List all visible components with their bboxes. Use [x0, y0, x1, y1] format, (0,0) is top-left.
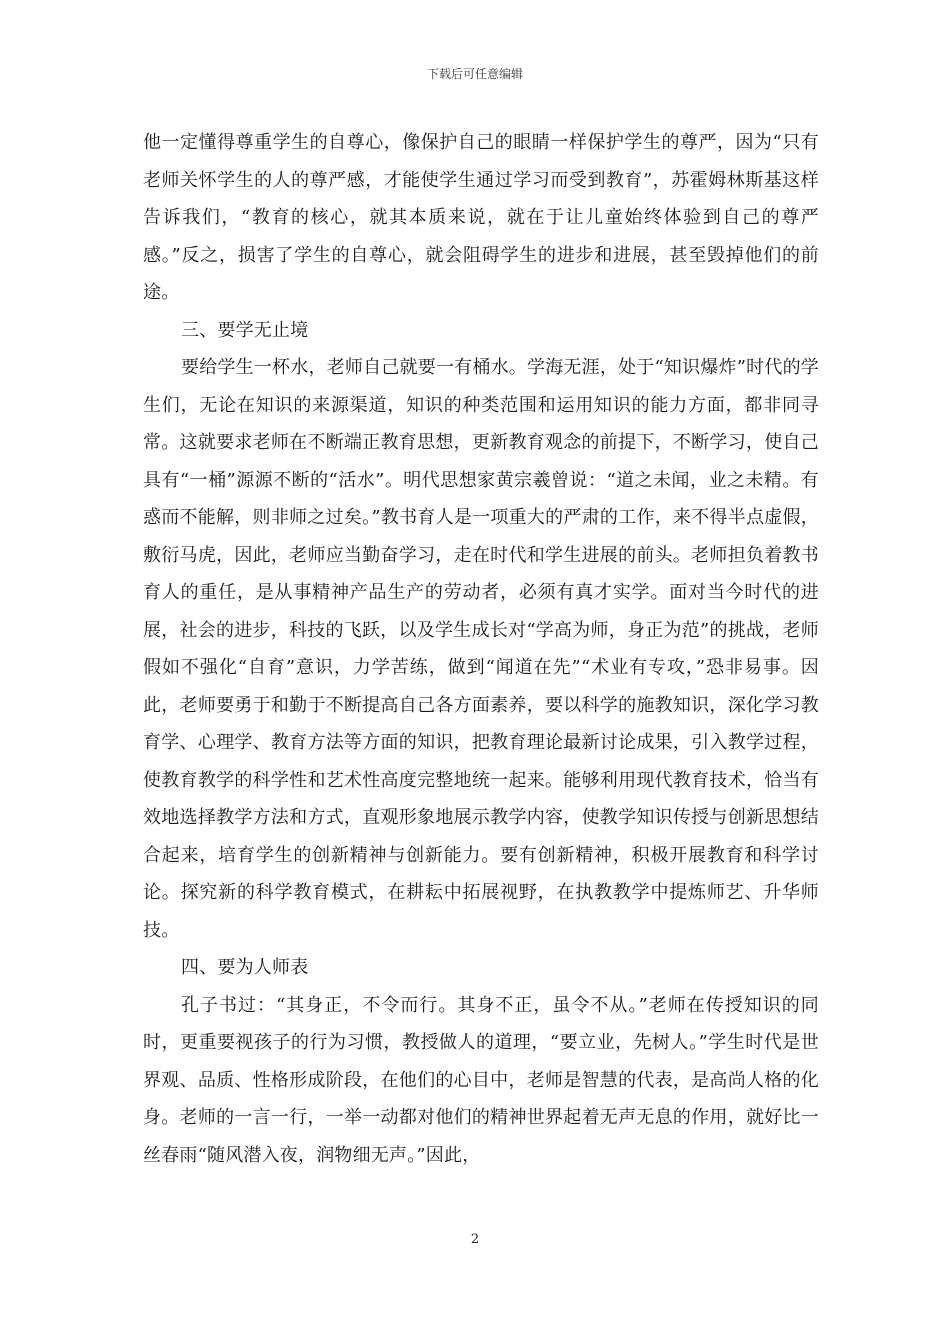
paragraph-role-model: 孔子书过：“其身正，不令而行。其身不正，虽令不从。”老师在传授知识的同时，更重要视孩子的行为习惯，教授做人的道理，“要立业，先树人。”学生时代是世界观、品质、性格形成阶段，在他们的心目中，老师是智慧的代表，是高尚人格的化身。老师的一言一行，一举一动都对他们的精神世界起着无声无息的作用，就好比一丝春雨“随风潜入夜，润物细无声。”因此， — [143, 994, 819, 1166]
document-body — [143, 124, 819, 1174]
paragraph-lifelong-learning: 要给学生一杯水，老师自己就要一有桶水。学海无涯，处于“知识爆炸”时代的学生们，无论在知识的来源渠道，知识的种类范围和运用知识的能力方面，都非同寻常。这就要求老师在不断端正教育思想，更新教育观念的前提下，不断学习，使自己具有“一桶”源源不断的“活水”。明代思想家黄宗羲曾说：“道之未闻，业之未精。有惑而不能解，则非师之过矣。”教书育人是一项重大的严肃的工作，来不得半点虚假，敷衍马虎，因此，老师应当勤奋学习，走在时代和学生进展的前头。老师担负着教书育人的重任，是从事精神产品生产的劳动者，必须有真才实学。面对当今时代的进展，社会的进步，科技的飞跃，以及学生成长对“学高为师，身正为范”的挑战，老师假如不强化“自育”意识，力学苦练，做到“闻道在先”“术业有专攻，”恐非易事。因此，老师要勇于和勤于不断提高自己各方面素养，要以科学的施教知识，深化学习教育学、心理学、教育方法等方面的知识，把教育理论最新讨论成果，引入教学过程，使教育教学的科学性和艺术性高度完整地统一起来。能够利用现代教育技术，恰当有效地选择教学方法和方式，直观形象地展示教学内容，使教学知识传授与创新思想结合起来，培育学生的创新精神与创新能力。要有创新精神，积极开展教育和科学讨论。探究新的科学教育模式，在耕耘中拓展视野，在执教教学中提炼师艺、升华师技。 — [143, 357, 819, 941]
paragraph-continuation: 他一定懂得尊重学生的自尊心，像保护自己的眼睛一样保护学生的尊严，因为“只有老师关怀学生的人的尊严感，才能使学生通过学习而受到教育”，苏霍姆林斯基这样告诉我们，“教育的核心，就其本质来说，就在于让儿童始终体验到自己的尊严感。”反之，损害了学生的自尊心，就会阻碍学生的进步和进展，甚至毁掉他们的前途。 — [143, 132, 819, 303]
section-heading-4: 四、要为人师表 — [181, 957, 309, 978]
section-heading-3: 三、要学无止境 — [181, 319, 309, 341]
page-number: 2 — [470, 1232, 480, 1247]
page-header: 下载后可任意编辑 — [426, 67, 523, 81]
